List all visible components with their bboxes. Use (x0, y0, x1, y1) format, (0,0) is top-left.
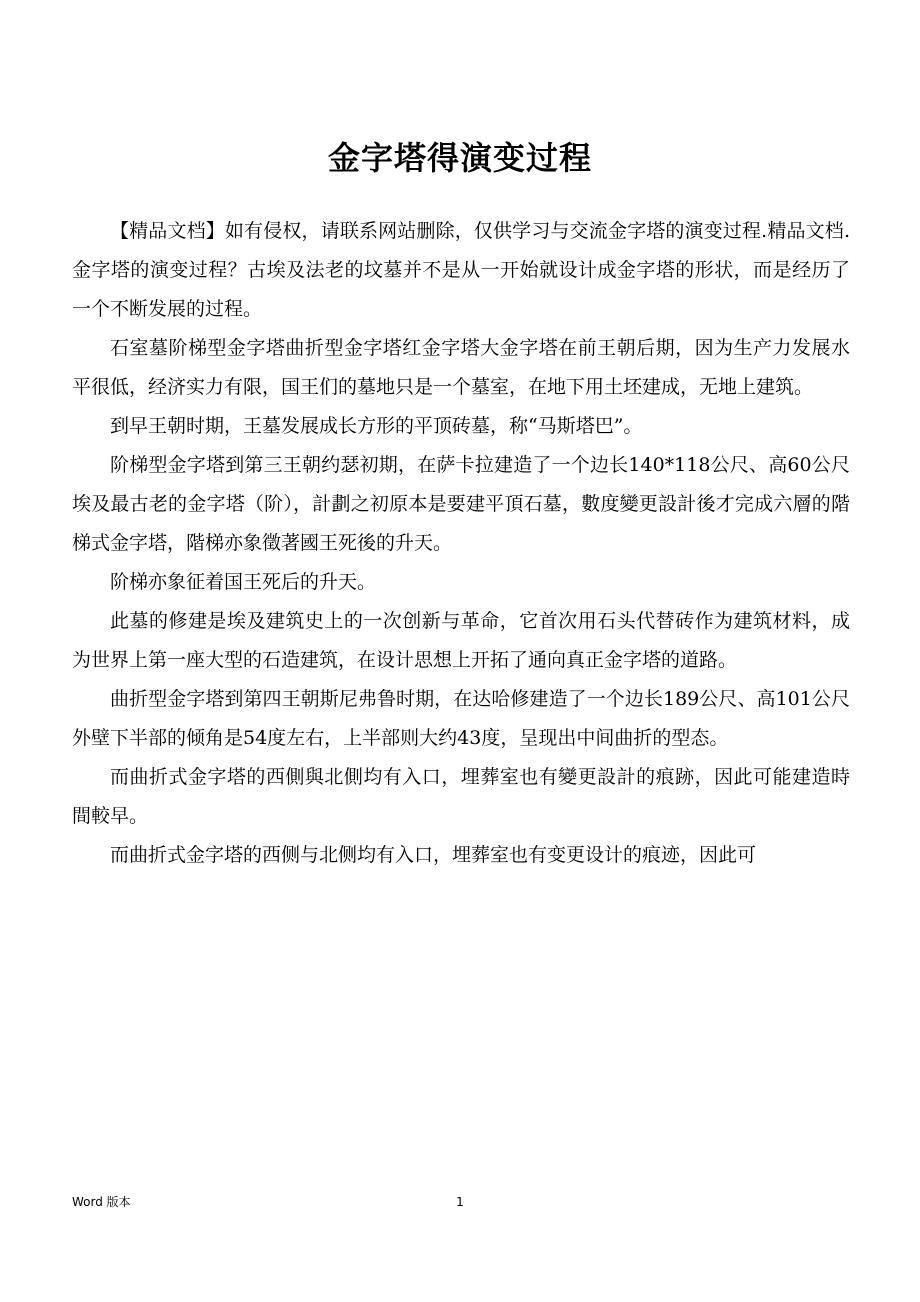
paragraph: 【精品文档】如有侵权，请联系网站删除，仅供学习与交流金字塔的演变过程.精品文档.金字塔的演变过程？古埃及法老的坟墓并不是从一开始就设计成金字塔的形状，而是经历了一个不断发展的过程。 (72, 220, 850, 320)
paragraph: 到早王朝时期，王墓发展成长方形的平顶砖墓，称“马斯塔巴”。 (110, 415, 643, 437)
document-title: 金字塔得演变过程 (327, 139, 592, 177)
footer-version-label: Word 版本 (72, 1195, 131, 1209)
paragraph: 曲折型金字塔到第四王朝斯尼弗鲁时期，在达哈修建造了一个边长189公尺、高101公尺外壁下半部的倾角是54度左右，上半部则大约43度，呈现出中间曲折的型态。 (72, 688, 850, 749)
paragraph: 阶梯亦象征着国王死后的升天。 (110, 571, 377, 593)
paragraph: 阶梯型金字塔到第三王朝约瑟初期，在萨卡拉建造了一个边长140*118公尺、高60公尺埃及最古老的金字塔（阶），計劃之初原本是要建平頂石墓，數度變更設計後才完成六層的階梯式金字塔，階梯亦象徵著國王死後的升天。 (72, 454, 850, 554)
paragraph: 此墓的修建是埃及建筑史上的一次创新与革命，它首次用石头代替砖作为建筑材料，成为世界上第一座大型的石造建筑，在设计思想上开拓了通向真正金字塔的道路。 (72, 610, 850, 671)
paragraph: 而曲折式金字塔的西侧与北侧均有入口，埋葬室也有变更设计的痕迹，因此可 (110, 844, 757, 866)
paragraph: 石室墓阶梯型金字塔曲折型金字塔红金字塔大金字塔在前王朝后期，因为生产力发展水平很低，经济实力有限，国王们的墓地只是一个墓室，在地下用土坯建成，无地上建筑。 (72, 337, 850, 398)
paragraph: 而曲折式金字塔的西側與北側均有入口，埋葬室也有變更設計的痕跡，因此可能建造時間較早。 (72, 766, 850, 827)
footer-page-number: 1 (456, 1195, 464, 1209)
document-body (72, 212, 850, 875)
